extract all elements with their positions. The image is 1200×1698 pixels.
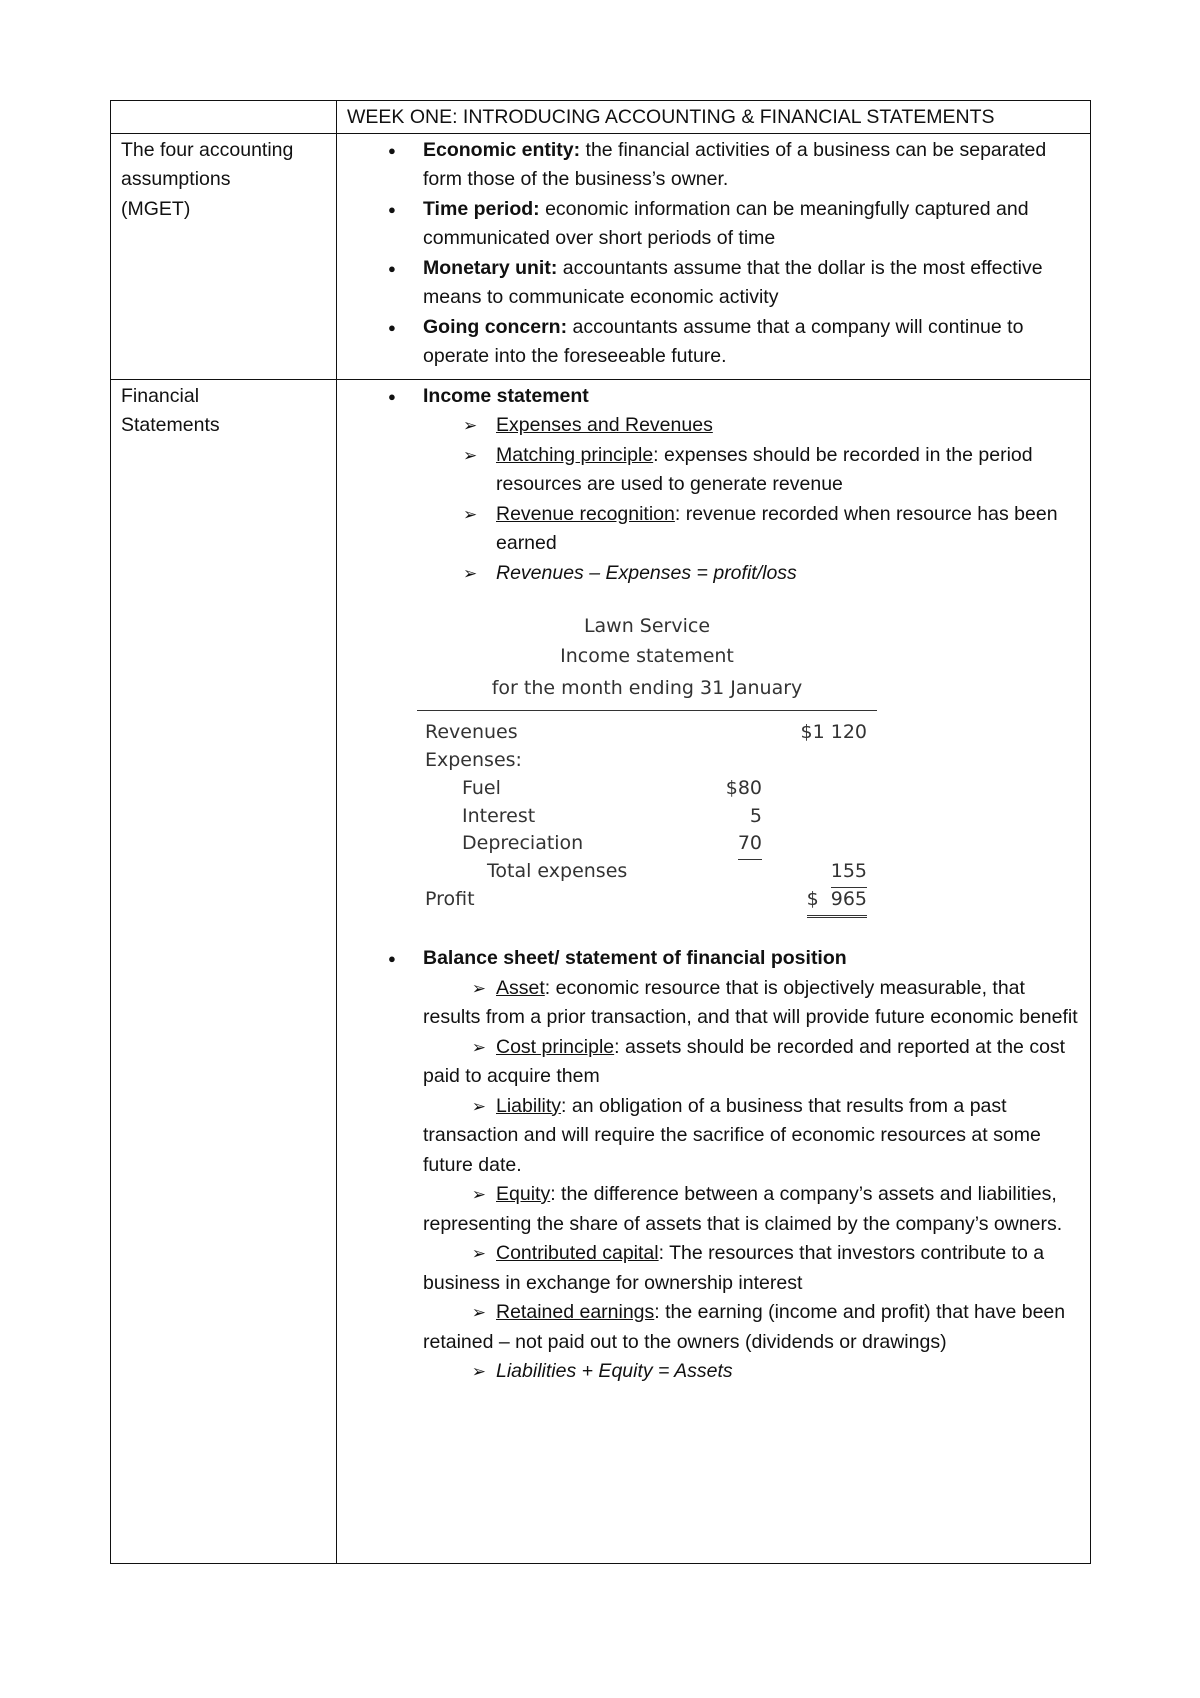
arrow-bullet-icon: ➢ bbox=[471, 1244, 486, 1263]
arrow-bullet-icon: ➢ bbox=[463, 445, 478, 465]
arrow-bullet-icon: ➢ bbox=[471, 978, 486, 998]
formula: Revenues – Expenses = profit/loss bbox=[496, 561, 797, 584]
term: Retained earnings bbox=[496, 1301, 655, 1323]
fuel-row bbox=[417, 774, 877, 801]
total-expenses-value: 155 bbox=[831, 857, 867, 888]
depreciation-row bbox=[417, 829, 877, 856]
statements-label-cell bbox=[111, 379, 337, 1564]
label-line: The four accounting bbox=[121, 138, 294, 161]
fuel-label: Fuel bbox=[462, 777, 501, 799]
balance-sublist bbox=[423, 974, 1082, 1387]
arrow-bullet-icon: ➢ bbox=[463, 504, 478, 524]
sub-item bbox=[423, 1033, 1082, 1092]
definition: : an obligation of a business that results from a past transaction and will require the sacrifice of economic resources at some future date. bbox=[423, 1094, 1041, 1176]
term: Cost principle bbox=[496, 1035, 615, 1058]
figure-title: Lawn Service bbox=[583, 615, 711, 637]
label-line: Financial bbox=[121, 384, 200, 407]
list-item bbox=[347, 195, 1082, 254]
term: Monetary unit: bbox=[423, 256, 558, 279]
sub-item bbox=[347, 441, 1082, 500]
arrow-bullet-icon: ➢ bbox=[471, 1362, 486, 1381]
profit-row bbox=[417, 885, 877, 912]
figure-rule bbox=[417, 710, 877, 711]
interest-row bbox=[417, 802, 877, 829]
depreciation-value: 70 bbox=[738, 829, 762, 860]
assumptions-label-cell bbox=[111, 133, 337, 379]
sub-item bbox=[423, 1357, 1082, 1387]
page-title: WEEK ONE: INTRODUCING ACCOUNTING & FINANCIAL STATEMENTS bbox=[347, 106, 995, 128]
balance-sheet-list bbox=[347, 944, 1082, 1387]
list-item bbox=[347, 382, 1082, 589]
term: Contributed capital bbox=[496, 1242, 659, 1264]
definition: : economic resource that is objectively measurable, that results from a prior transaction, and that will provide future economic benefit bbox=[423, 976, 1078, 1028]
formula: Liabilities + Equity = Assets bbox=[496, 1360, 733, 1382]
definition: : The resources that investors contribute to a business in exchange for ownership interest bbox=[423, 1242, 1045, 1294]
assumptions-content-cell bbox=[337, 133, 1091, 379]
header-empty-cell bbox=[111, 101, 337, 134]
term: Equity bbox=[496, 1183, 551, 1205]
interest-value: 5 bbox=[749, 805, 762, 827]
balance-sheet-heading: Balance sheet/ statement of financial position bbox=[423, 947, 847, 969]
expenses-row bbox=[417, 746, 877, 773]
definition: : revenue recorded when resource has been earned bbox=[496, 502, 1058, 554]
sub-item bbox=[423, 1298, 1082, 1357]
arrow-bullet-icon: ➢ bbox=[463, 416, 478, 435]
profit-label: Profit bbox=[425, 888, 475, 910]
revenues-label: Revenues bbox=[425, 721, 518, 743]
label-line: Statements bbox=[121, 414, 220, 436]
assumptions-list bbox=[347, 136, 1082, 372]
definition: : expenses should be recorded in the period resources are used to generate revenue bbox=[496, 443, 1033, 495]
list-item bbox=[347, 136, 1082, 195]
income-statement-list bbox=[347, 382, 1082, 589]
statements-content-cell bbox=[337, 379, 1091, 1564]
term: Asset bbox=[496, 976, 545, 999]
income-statement-heading: Income statement bbox=[423, 384, 589, 407]
arrow-bullet-icon: ➢ bbox=[471, 1037, 486, 1057]
definition: the financial activities of a business can be separated form those of the business’s owner. bbox=[423, 138, 1047, 190]
term: Economic entity: bbox=[423, 138, 581, 161]
list-item bbox=[347, 944, 1082, 1387]
term: Revenue recognition bbox=[496, 502, 675, 525]
term: Matching principle bbox=[496, 443, 654, 466]
statements-row bbox=[111, 379, 1091, 1564]
label-line: assumptions bbox=[121, 168, 231, 190]
revenues-value: $1 120 bbox=[800, 721, 867, 743]
definition: economic information can be meaningfully captured and communicated over short periods of time bbox=[423, 197, 1029, 249]
total-expenses-label: Total expenses bbox=[487, 860, 628, 882]
arrow-bullet-icon: ➢ bbox=[471, 1185, 486, 1204]
sub-item bbox=[347, 559, 1082, 589]
profit-value: $ 965 bbox=[807, 885, 867, 918]
arrow-bullet-icon: ➢ bbox=[471, 1303, 486, 1322]
definition: : the difference between a company’s assets and liabilities, representing the share of assets that is claimed by the company’s owners. bbox=[423, 1183, 1063, 1235]
definition: accountants assume that a company will continue to operate into the foreseeable future. bbox=[423, 315, 1024, 367]
header-row bbox=[111, 101, 1091, 134]
sub-item bbox=[347, 411, 1082, 441]
term: Expenses and Revenues bbox=[496, 414, 713, 436]
sub-item bbox=[423, 1239, 1082, 1298]
depreciation-label: Depreciation bbox=[462, 832, 584, 854]
income-sublist bbox=[347, 411, 1082, 588]
term: Liability bbox=[496, 1094, 562, 1117]
assumptions-row bbox=[111, 133, 1091, 379]
term: Going concern: bbox=[423, 315, 568, 338]
sub-item bbox=[423, 974, 1082, 1033]
revenues-row bbox=[417, 718, 877, 745]
header-title-cell bbox=[337, 101, 1091, 134]
figure-period: for the month ending 31 January bbox=[491, 677, 803, 699]
definition: accountants assume that the dollar is the most effective means to communicate economic activity bbox=[423, 256, 1043, 308]
fuel-value: $80 bbox=[725, 777, 762, 799]
interest-label: Interest bbox=[462, 805, 536, 827]
arrow-bullet-icon: ➢ bbox=[463, 563, 478, 583]
income-statement-figure bbox=[417, 610, 877, 930]
definition: : the earning (income and profit) that have been retained – not paid out to the owners (dividends or drawings) bbox=[423, 1301, 1066, 1353]
definition: : assets should be recorded and reported at the cost paid to acquire them bbox=[423, 1035, 1066, 1087]
total-expenses-row bbox=[417, 857, 877, 884]
expenses-label: Expenses: bbox=[425, 749, 522, 771]
sub-item bbox=[347, 500, 1082, 559]
list-item bbox=[347, 313, 1082, 372]
arrow-bullet-icon: ➢ bbox=[471, 1096, 486, 1116]
notes-table bbox=[110, 100, 1091, 1564]
list-item bbox=[347, 254, 1082, 313]
figure-subtitle: Income statement bbox=[560, 645, 734, 667]
sub-item bbox=[423, 1092, 1082, 1181]
sub-item bbox=[423, 1180, 1082, 1239]
label-line: (MGET) bbox=[121, 197, 191, 220]
term: Time period: bbox=[423, 197, 540, 220]
